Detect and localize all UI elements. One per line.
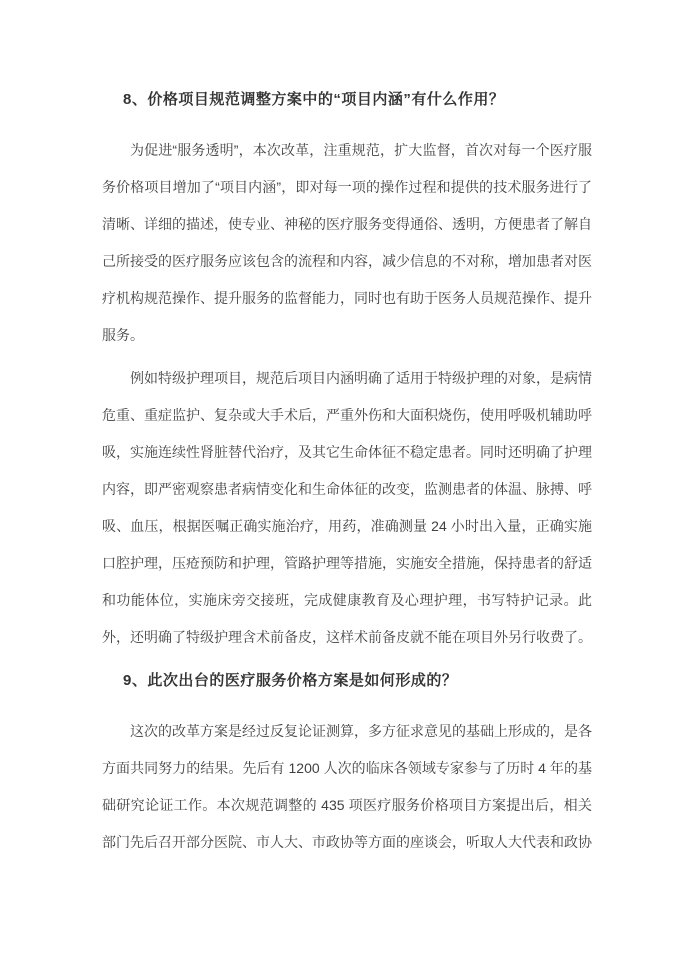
q8-paragraph-2: 例如特级护理项目，规范后项目内涵明确了适用于特级护理的对象，是病情危重、重症监护、复杂或大手术后，严重外伤和大面积烧伤，使用呼吸机辅助呼吸，实施连续性肾脏替代治疗，及其它生命体征不稳定患者。同时还明确了护理内容，即严密观察患者病情变化和生命体征的改变，监测患者的体温、脉搏、呼吸、血压，根据医嘱正确实施治疗，用药，准确测量 24 小时出入量，正确实施口腔护理，压疮预防和护理，管路护理等措施，实施安全措施，保持患者的舒适和功能体位，实施床旁交接班，完成健康教育及心理护理，书写特护记录。此外，还明确了特级护理含术前备皮，这样术前备皮就不能在项目外另行收费了。 — [102, 370, 592, 645]
question-9-heading: 9、此次出台的医疗服务价格方案是如何形成的？ — [123, 672, 458, 689]
question-8-heading: 8、价格项目规范调整方案中的“项目内涵”有什么作用？ — [123, 91, 505, 108]
q8-paragraph-1: 为促进“服务透明”，本次改革，注重规范，扩大监督，首次对每一个医疗服务价格项目增加了“项目内涵”，即对每一项的操作过程和提供的技术服务进行了清晰、详细的描述，使专业、神秘的医疗服务变得通俗、透明，方便患者了解自己所接受的医疗服务应该包含的流程和内容，减少信息的不对称，增加患者对医疗机构规范操作、提升服务的监督能力，同时也有助于医务人员规范操作、提升服务。 — [102, 142, 592, 343]
q9-paragraph-1: 这次的改革方案是经过反复论证测算，多方征求意见的基础上形成的，是各方面共同努力的结果。先后有 1200 人次的临床各领域专家参与了历时 4 年的基础研究论证工作。本次规范调整的 435 项医疗服务价格项目方案提出后，相关部门先后召开部分医院、市人大、市政协等方面的座谈会，听取人大代表和政协 — [102, 723, 592, 850]
